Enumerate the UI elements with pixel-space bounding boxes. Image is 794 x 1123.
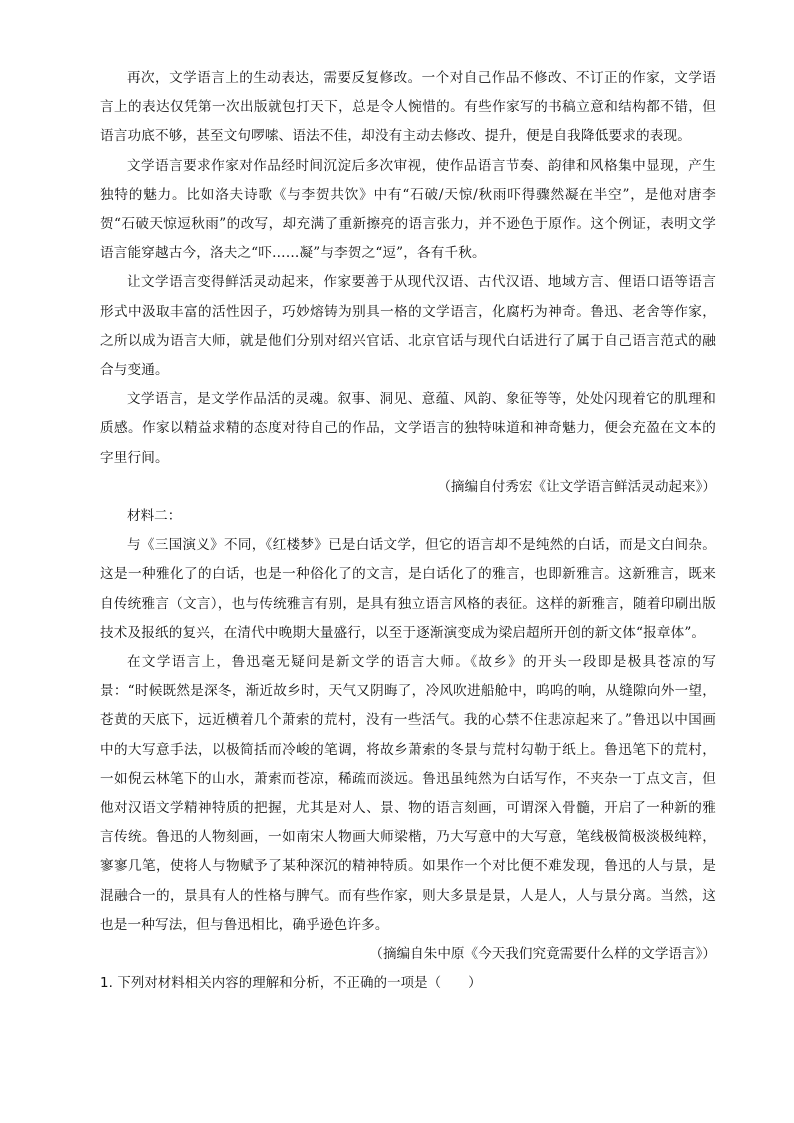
material2-paragraph-1: 与《三国演义》不同，《红楼梦》已是白话文学，但它的语言却不是纯然的白话，而是文白间杂。这是一种雅化了的白话，也是一种俗化了的文言，是白话化了的雅言，也即新雅言。这新雅言，既来自传统雅言（文言），也与传统雅言有别，是具有独立语言风格的表征。这样的新雅言，随着印刷出版技术及报纸的复兴，在清代中晚期大量盛行，以至于逐渐演变成为梁启超所开创的新文体“报章体”。	[100, 537, 716, 641]
material1-paragraph-4: 文学语言，是文学作品活的灵魂。叙事、洞见、意蕴、风韵、象征等等，处处闪现着它的肌理和质感。作家以精益求精的态度对待自己的作品，文学语言的独特味道和神奇魅力，便会充盈在文本的字里行间。	[100, 391, 716, 466]
document-body	[100, 64, 716, 997]
material1-source-citation: （摘编自付秀宏《让文学语言鲜活灵动起来》）	[437, 478, 716, 495]
material2-label: 材料二：	[127, 508, 182, 525]
material2-paragraph-2: 在文学语言上，鲁迅毫无疑问是新文学的语言大师。《故乡》的开头一段即是极具苍凉的写景：“时候既然是深冬，渐近故乡时，天气又阴晦了，冷风吹进船舱中，呜呜的响，从缝隙向外一望，苍黄的天底下，远近横着几个萧索的荒村，没有一些活气。我的心禁不住悲凉起来了。”鲁迅以中国画中的大写意手法，以极简括而冷峻的笔调，将故乡萧索的冬景与荒村勾勒于纸上。鲁迅笔下的荒村，一如倪云林笔下的山水，萧索而苍凉，稀疏而淡远。鲁迅虽纯然为白话写作，不夹杂一丁点文言，但他对汉语文学精神特质的把握，尤其是对人、景、物的语言刻画，可谓深入骨髓，开启了一种新的雅言传统。鲁迅的人物刻画，一如南宋人物画大师梁楷，乃大写意中的大写意，笔线极简极淡极纯粹，寥寥几笔，使将人与物赋予了某种深沉的精神特质。如果作一个对比便不难发现，鲁迅的人与景，是混融合一的，景具有人的性格与脾气。而有些作家，则大多景是景，人是人，人与景分离。当然，这也是一种写法，但与鲁迅相比，确乎逊色许多。	[100, 654, 716, 933]
material1-paragraph-3: 让文学语言变得鲜活灵动起来，作家要善于从现代汉语、古代汉语、地域方言、俚语口语等语言形式中汲取丰富的活性因子，巧妙熔铸为别具一格的文学语言，化腐朽为神奇。鲁迅、老舍等作家，之所以成为语言大师，就是他们分别对绍兴官话、北京官话与现代白话进行了属于自己语言范式的融合与变通。	[100, 274, 716, 379]
material2-source-citation: （摘编自朱中原《今天我们究竟需要什么样的文学语言》）	[369, 946, 716, 963]
material1-paragraph-1: 再次，文学语言上的生动表达，需要反复修改。一个对自己作品不修改、不订正的作家，文学语言上的表达仅凭第一次出版就包打天下，总是令人惋惜的。有些作家写的书稿立意和结构都不错，但语言功底不够，甚至文句啰嗦、语法不佳，却没有主动去修改、提升，便是自我降低要求的表现。	[100, 70, 716, 145]
material1-paragraph-2: 文学语言要求作家对作品经时间沉淀后多次审视，使作品语言节奏、韵律和风格集中显现，产生独特的魅力。比如洛夫诗歌《与李贺共饮》中有“石破/天惊/秋雨吓得骤然凝在半空”，是他对唐李贺“石破天惊逗秋雨”的改写，却充满了重新擦亮的语言张力，并不逊色于原作。这个例证，表明文学语言能穿越古今，洛夫之“吓……凝”与李贺之“逗”，各有千秋。	[100, 157, 716, 262]
question-1-stem: 1. 下列对材料相关内容的理解和分析，不正确的一项是（ ）	[100, 976, 482, 992]
